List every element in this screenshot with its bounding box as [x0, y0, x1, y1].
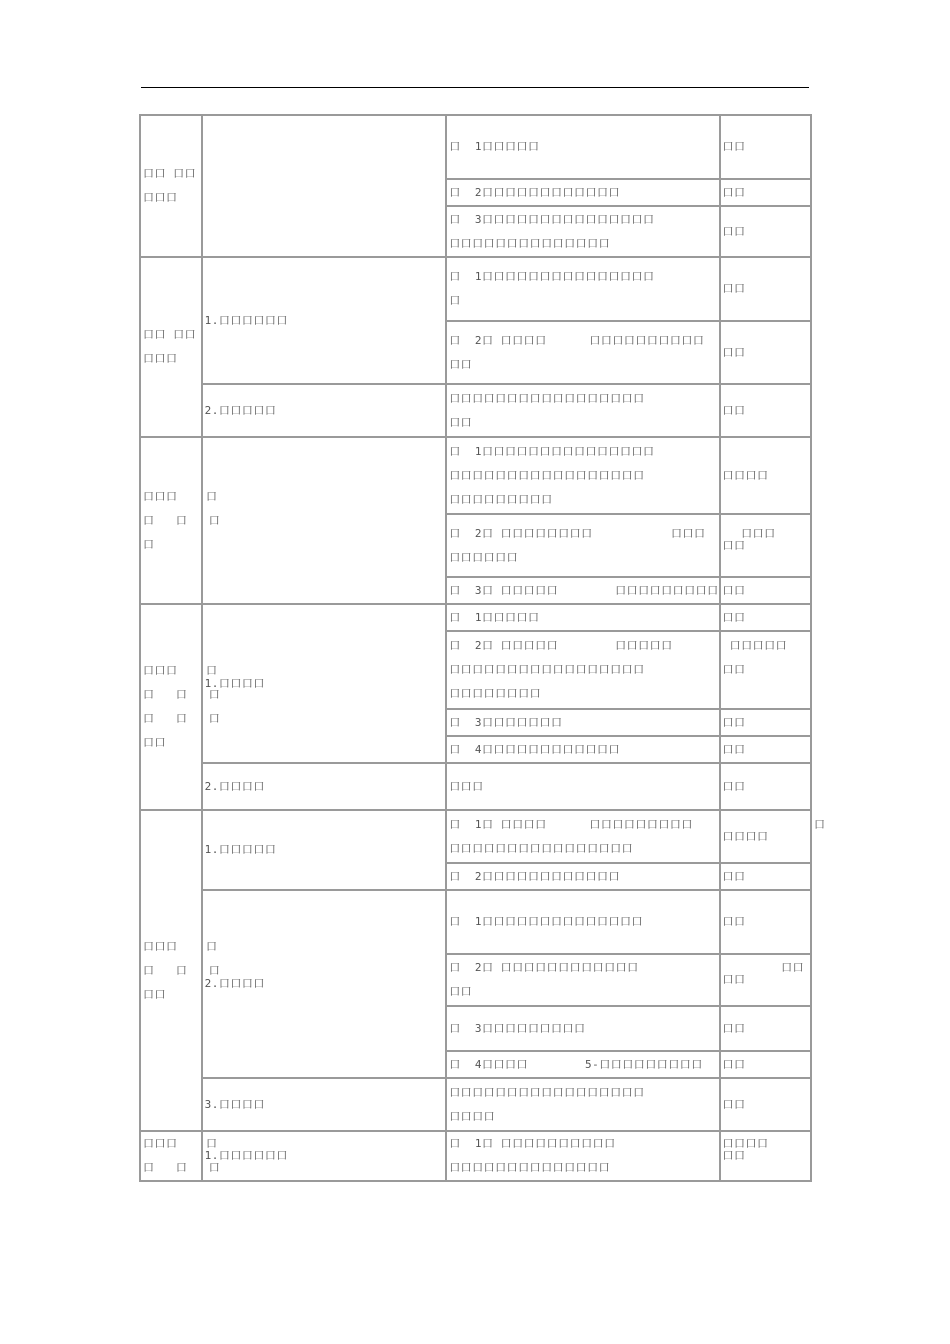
- subcategory-cell: 2.口口口口: [202, 890, 447, 1078]
- item-cell: 口 2口 口口口口口口口口 口口口 口口口 口口口口口口: [446, 514, 719, 577]
- value-cell: 口口口口: [720, 810, 811, 863]
- item-cell: 口 2口口口口口口口口口口口口: [446, 863, 719, 890]
- value-cell: 口口: [720, 321, 811, 384]
- table-row: [140, 763, 811, 810]
- category-cell: 口口 口口 口口口: [140, 115, 202, 257]
- value-cell: 口口: [720, 709, 811, 736]
- value-cell: 口口: [720, 763, 811, 810]
- table-row: [140, 257, 811, 321]
- table-row: [140, 1078, 811, 1131]
- value-cell: 口口: [720, 863, 811, 890]
- item-cell: 口 3口口口口口口口口口口口口口口口 口口口口口口口口口口口口口口: [446, 206, 719, 257]
- subcategory-cell: [202, 115, 447, 257]
- value-cell: 口口: [720, 1131, 811, 1181]
- subcategory-cell: 2.口口口口口: [202, 384, 447, 437]
- value-cell: 口口: [720, 257, 811, 321]
- value-cell: 口口: [720, 1051, 811, 1078]
- item-cell: 口 1口口口口口: [446, 115, 719, 179]
- item-cell: 口口口: [446, 763, 719, 810]
- table-row: [140, 437, 811, 514]
- subcategory-cell: 1.口口口口口口: [202, 1131, 447, 1181]
- value-cell: 口口: [720, 954, 811, 1006]
- value-cell: 口口: [720, 384, 811, 437]
- category-cell: 口口口 口 口 口 口 口口: [140, 810, 202, 1131]
- value-cell: 口口: [720, 1006, 811, 1051]
- subcategory-cell: 3.口口口口: [202, 1078, 447, 1131]
- item-cell: 口 4口口口口 5-口口口口口口口口口: [446, 1051, 719, 1078]
- category-cell: 口口口 口 口 口 口 口 口 口 口口: [140, 604, 202, 810]
- category-cell: 口口口 口 口 口 口: [140, 1131, 202, 1181]
- value-cell: 口口: [720, 514, 811, 577]
- item-cell: 口 2口 口口口口 口口口口口口口口口口 口口: [446, 321, 719, 384]
- item-cell: 口 2口 口口口口口 口口口口口 口口口口口 口口口口口口口口口口口口口口口口口 口口口口口口口口: [446, 631, 719, 709]
- value-cell: 口口: [720, 115, 811, 179]
- item-cell: 口 1口口口口口: [446, 604, 719, 631]
- value-cell: 口口: [720, 890, 811, 954]
- value-cell: 口口: [720, 604, 811, 631]
- item-cell: 口 1口口口口口口口口口口口口口口: [446, 890, 719, 954]
- item-cell: 口 3口口口口口口口: [446, 709, 719, 736]
- item-cell: 口 3口口口口口口口口口: [446, 1006, 719, 1051]
- item-cell: 口 1口口口口口口口口口口口口口口口 口: [446, 257, 719, 321]
- value-cell: 口口: [720, 1078, 811, 1131]
- table-row: [140, 810, 811, 863]
- value-cell: 口口: [720, 577, 811, 604]
- value-cell: 口口: [720, 631, 811, 709]
- category-cell: 口口 口口 口口口: [140, 257, 202, 437]
- table-row: [140, 1131, 811, 1181]
- content-table: [139, 114, 826, 1182]
- item-cell: 口 1口 口口口口 口口口口口口口口口 口 口口口口口口口口口口口口口口口口: [446, 810, 719, 863]
- subcategory-cell: 1.口口口口口: [202, 810, 447, 890]
- item-cell: 口口口口口口口口口口口口口口口口口 口口: [446, 384, 719, 437]
- subcategory-cell: 1.口口口口口口: [202, 257, 447, 384]
- item-cell: 口 1口 口口口口口口口口口口 口口口口 口口口口口口口口口口口口口口: [446, 1131, 719, 1181]
- value-cell: 口口口口: [720, 437, 811, 514]
- table-row: [140, 890, 811, 954]
- item-cell: 口 2口 口口口口口口口口口口口口 口口 口口: [446, 954, 719, 1006]
- item-cell: 口口口口口口口口口口口口口口口口口 口口口口: [446, 1078, 719, 1131]
- category-cell: 口口口 口 口 口 口 口: [140, 437, 202, 604]
- table-row: [140, 384, 811, 437]
- item-cell: 口 4口口口口口口口口口口口口: [446, 736, 719, 763]
- value-cell: 口口: [720, 736, 811, 763]
- subcategory-cell: 1.口口口口: [202, 604, 447, 763]
- subcategory-cell: [202, 437, 447, 604]
- subcategory-cell: 2.口口口口: [202, 763, 447, 810]
- value-cell: 口口: [720, 179, 811, 206]
- item-cell: 口 3口 口口口口口 口口口口口口口口口: [446, 577, 719, 604]
- table-row: [140, 604, 811, 631]
- value-cell: 口口: [720, 206, 811, 257]
- item-cell: 口 1口口口口口口口口口口口口口口口 口口口口口口口口口口口口口口口口口 口口口口口口口口口: [446, 437, 719, 514]
- table-row: [140, 115, 811, 179]
- header-rule: [141, 87, 809, 88]
- item-cell: 口 2口口口口口口口口口口口口: [446, 179, 719, 206]
